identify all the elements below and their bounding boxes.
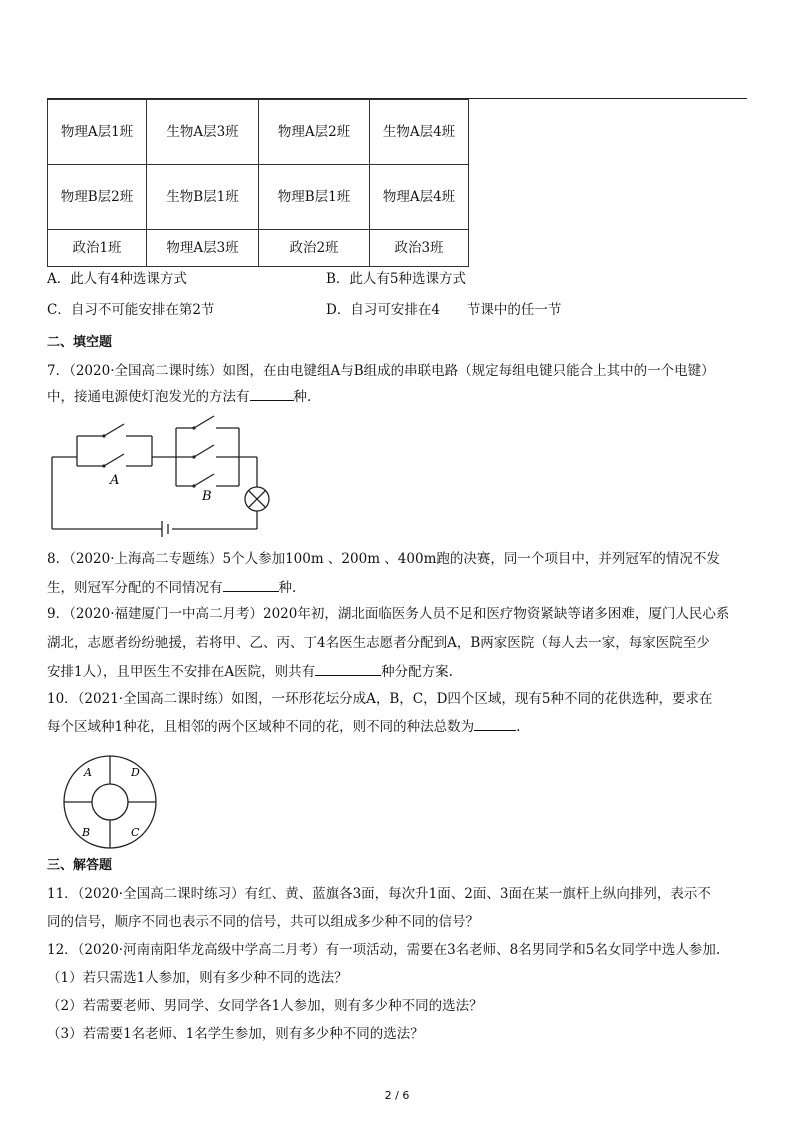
table-row — [48, 230, 469, 267]
region-b-label: B — [82, 826, 91, 839]
table-cell: 政治1班 — [48, 230, 147, 267]
q6-option-b: B．此人有5种选课方式 — [326, 271, 467, 287]
q10-text-line2: 每个区域种1种花，且相邻的两个区域种不同的花，则不同的种法总数为 . — [47, 716, 520, 737]
q11-text: 11．（2020·全国高二课时练习）有红、黄、蓝旗各3面，每次升1面、2面、3面在某一旗杆上纵向排列，表示不 — [47, 886, 711, 902]
q6-option-c: C．自习不可能安排在第2节 — [47, 302, 215, 318]
label-a: A — [110, 473, 120, 488]
table-cell: 生物A层4班 — [370, 100, 469, 165]
table-cell: 物理A层3班 — [147, 230, 259, 267]
answer-blank — [474, 716, 516, 731]
table-cell: 物理A层1班 — [48, 100, 147, 165]
answer-blank — [250, 386, 294, 401]
table-row — [48, 165, 469, 230]
circuit-diagram — [44, 412, 284, 537]
q12-sub3: （3）若需要1名老师、1名学生参加，则有多少种不同的选法？ — [47, 1026, 424, 1042]
table-cell: 政治3班 — [370, 230, 469, 267]
q10-text: 10．（2021·全国高二课时练）如图，一环形花坛分成A，B，C，D四个区域，现有5种不同的花供选种，要求在 — [47, 691, 713, 707]
table-cell: 生物B层1班 — [147, 165, 259, 230]
flower-bed-diagram — [60, 752, 160, 852]
q12-sub2: （2）若需要老师、男同学、女同学各1人参加，则有多少种不同的选法？ — [47, 998, 483, 1014]
region-a-label: A — [84, 766, 92, 779]
answer-blank — [315, 661, 381, 676]
page-number: 2 / 6 — [384, 1089, 410, 1102]
schedule-table — [47, 99, 469, 267]
q8-text: 8．（2020·上海高二专题练）5个人参加100m 、200m 、400m跑的决赛，同一个项目中，并列冠军的情况不发 — [47, 551, 720, 567]
q9-text-line3: 安排1人），且甲医生不安排在A医院，则共有 种分配方案. — [47, 661, 453, 682]
q9-text: 9．（2020·福建厦门一中高二月考）2020年初，湖北面临医务人员不足和医疗物资紧缺等诸多困难，厦门人民心系 — [47, 606, 730, 622]
q12-text: 12．（2020·河南南阳华龙高级中学高二月考）有一项活动，需要在3名老师、8名男同学和5名女同学中选人参加. — [47, 942, 721, 958]
q11-text-line2: 同的信号，顺序不同也表示不同的信号，共可以组成多少种不同的信号？ — [47, 914, 479, 930]
table-cell: 生物A层3班 — [147, 100, 259, 165]
q9-text-line2: 湖北，志愿者纷纷驰援，若将甲、乙、丙、丁4名医生志愿者分配到A，B两家医院（每人去一家，每家医院至少 — [47, 635, 710, 651]
table-cell: 政治2班 — [259, 230, 370, 267]
section-heading-answer: 三、解答题 — [47, 858, 113, 873]
table-cell: 物理A层4班 — [370, 165, 469, 230]
q8-text-line2: 生，则冠军分配的不同情况有 种. — [47, 577, 296, 598]
q7-text: 7．（2020·全国高二课时练）如图，在由电键组A与B组成的串联电路（规定每组电键只能合上其中的一个电键） — [47, 363, 715, 379]
section-heading-fill-in: 二、填空题 — [47, 335, 113, 350]
answer-blank — [223, 577, 279, 592]
q6-option-a: A．此人有4种选课方式 — [47, 271, 187, 287]
table-cell: 物理B层2班 — [48, 165, 147, 230]
label-b: B — [202, 489, 212, 504]
region-d-label: D — [131, 766, 140, 779]
q12-sub1: （1）若只需选1人参加，则有多少种不同的选法？ — [47, 970, 348, 986]
table-cell: 物理A层2班 — [259, 100, 370, 165]
table-row — [48, 100, 469, 165]
q6-option-d: D．自习可安排在4 节课中的任一节 — [326, 302, 562, 318]
q7-text-line2: 中，接通电源使灯泡发光的方法有 种. — [47, 386, 311, 407]
region-c-label: C — [131, 826, 140, 839]
table-cell: 物理B层1班 — [259, 165, 370, 230]
